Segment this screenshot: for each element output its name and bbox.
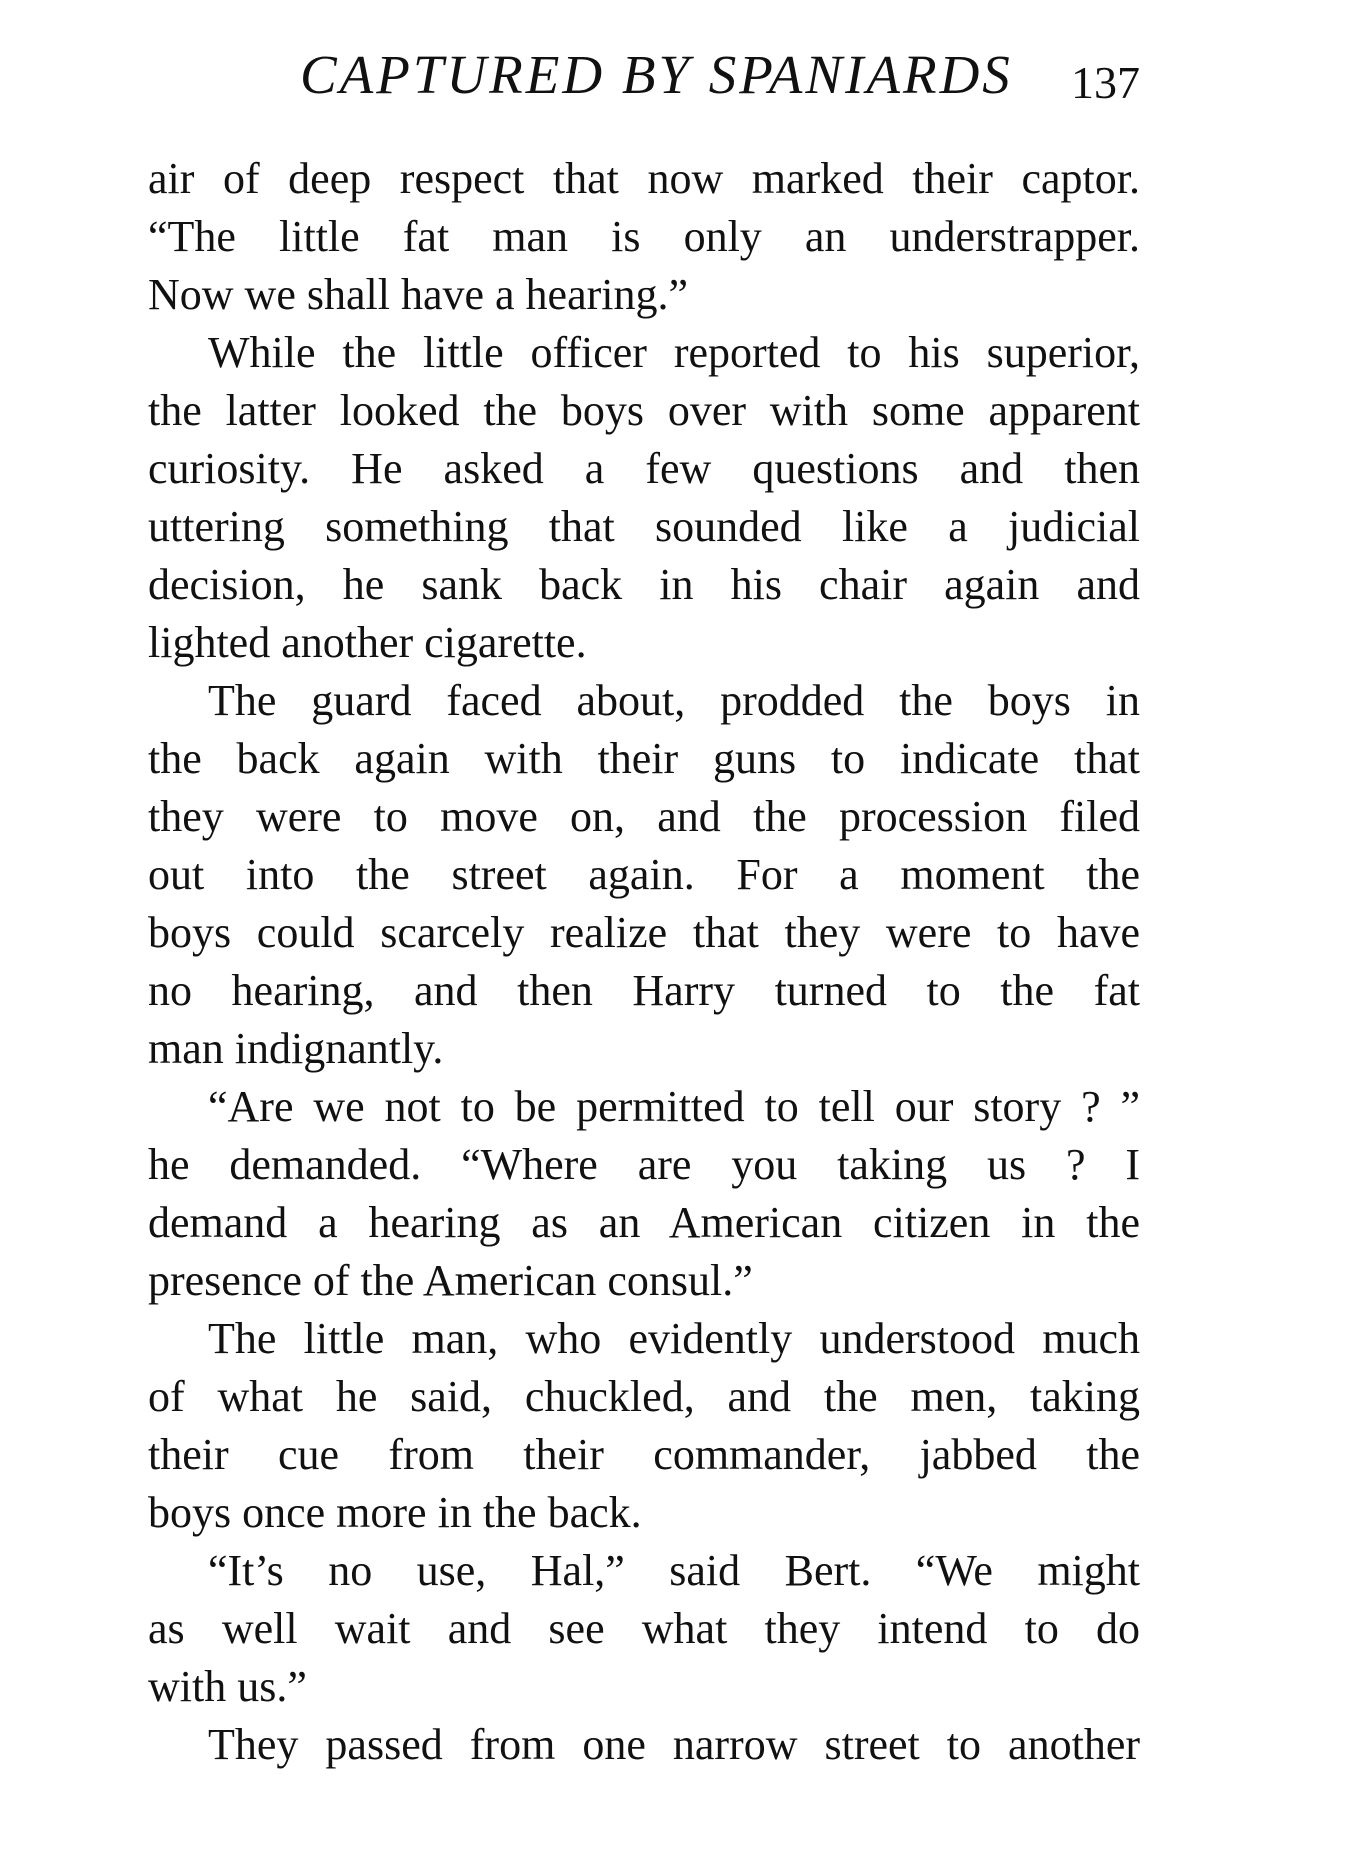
text-line: demand a hearing as an American citizen in the: [148, 1198, 1140, 1247]
text-line: lighted another cigarette.: [148, 618, 587, 667]
text-line: “It’s no use, Hal,” said Bert. “We might: [208, 1546, 1140, 1595]
text-line: presence of the American consul.”: [148, 1256, 753, 1305]
text-line: The guard faced about, prodded the boys in: [208, 676, 1140, 725]
text-line: uttering something that sounded like a judicial: [148, 502, 1140, 551]
text-line: While the little officer reported to his superior,: [208, 328, 1140, 377]
running-head: [150, 40, 1140, 110]
text-line: Now we shall have a hearing.”: [148, 270, 689, 319]
text-line: with us.”: [148, 1662, 307, 1711]
text-line: man indignantly.: [148, 1024, 444, 1073]
text-line: boys once more in the back.: [148, 1488, 642, 1537]
text-line: as well wait and see what they intend to do: [148, 1604, 1140, 1653]
text-line: decision, he sank back in his chair again and: [148, 560, 1140, 609]
text-line: out into the street again. For a moment the: [148, 850, 1140, 899]
text-line: “The little fat man is only an understrapper.: [148, 212, 1140, 261]
running-title: CAPTURED BY SPANIARDS: [300, 44, 1013, 105]
page-number: 137: [1071, 57, 1140, 108]
text-line: the back again with their guns to indicate that: [148, 734, 1140, 783]
text-line: he demanded. “Where are you taking us ? I: [148, 1140, 1140, 1189]
text-line: air of deep respect that now marked their captor.: [148, 154, 1140, 203]
text-line: their cue from their commander, jabbed the: [148, 1430, 1140, 1479]
text-line: they were to move on, and the procession filed: [148, 792, 1140, 841]
text-line: no hearing, and then Harry turned to the fat: [148, 966, 1140, 1015]
text-line: They passed from one narrow street to another: [208, 1720, 1140, 1769]
text-line: of what he said, chuckled, and the men, taking: [148, 1372, 1140, 1421]
text-line: The little man, who evidently understood much: [208, 1314, 1140, 1363]
text-line: curiosity. He asked a few questions and then: [148, 444, 1140, 493]
text-line: boys could scarcely realize that they were to have: [148, 908, 1140, 957]
text-line: the latter looked the boys over with some apparent: [148, 386, 1140, 435]
body-text: [148, 150, 1140, 1774]
text-line: “Are we not to be permitted to tell our story ? ”: [208, 1082, 1140, 1131]
